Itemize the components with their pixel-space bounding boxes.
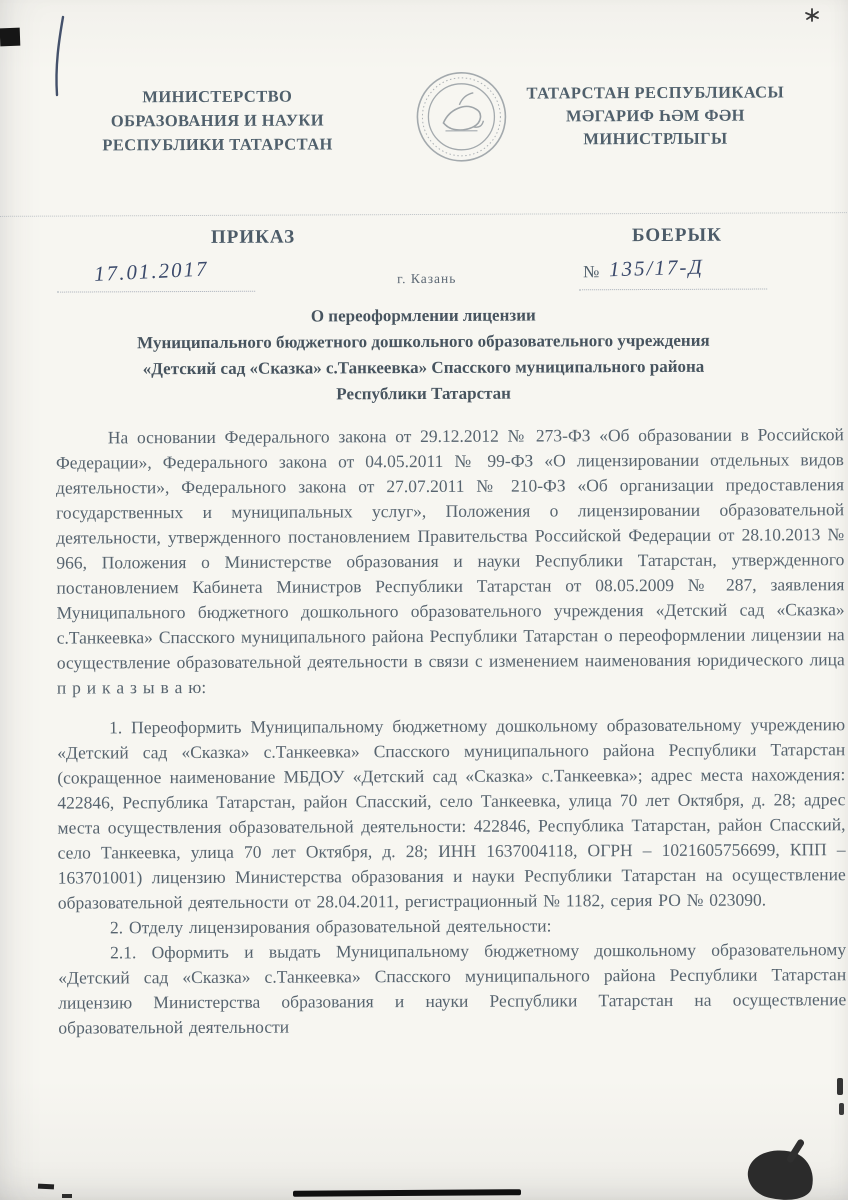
order-label-ru: ПРИКАЗ — [210, 226, 296, 248]
order-label-tt: БОЕРЫК — [631, 224, 722, 247]
order-number-handwritten: 135/17-Д — [608, 254, 705, 282]
order-title — [53, 301, 793, 408]
scan-artifact-left-tab — [0, 28, 20, 47]
ministry-seal-icon — [414, 70, 508, 164]
date-underline — [57, 291, 255, 293]
org-name-russian-line: РЕСПУБЛИКИ ТАТАРСТАН — [102, 134, 333, 155]
order-title-line: «Детский сад «Сказка» с.Танкеевка» Спасского муниципального района — [142, 356, 705, 379]
dotted-divider — [0, 212, 847, 217]
number-sign: № — [583, 262, 600, 282]
scan-artifact-bottom-mark — [62, 1194, 72, 1198]
org-name-tatar-line: ТАТАРСТАН РЕСПУБЛИКАСЫ — [526, 82, 785, 103]
number-underline — [579, 289, 767, 291]
order-title-line: Муниципального бюджетного дошкольного образовательного учреждения — [137, 330, 710, 353]
order-date-handwritten: 17.01.2017 — [93, 256, 210, 286]
scan-artifact-edge-dash — [837, 1078, 843, 1095]
scan-artifact-bottom-mark — [38, 1184, 54, 1190]
order-title-line: Республики Татарстан — [336, 383, 511, 404]
org-name-tatar-line: МИНИСТРЛЫГЫ — [583, 128, 728, 149]
preamble-paragraph: На основании Федерального закона от 29.12.2012 № 273-ФЗ «Об образовании в Российской Федерации», Федерального закона от 04.05.2011 № 99-ФЗ «О лицензировании отдельных видов деятельности», Федерального закона от 27.07.2011 № 210-ФЗ «Об организации предоставления государственных и муниципальных услуг», Положения о лицензировании образовательной деятельности, утвержденного постановлением Правительства Российской Федерации от 28.10.2013 № 966, Положения о Министерстве образования и науки Республики Татарстан, утвержденного постановлением Кабинета Министров Республики Татарстан от 08.05.2009 № 287, заявления Муниципального бюджетного дошкольного образовательного учреждения «Детский сад «Сказка» с.Танкеевка» Спасского муниципального района Республики Татарстан о переоформлении лицензии на осуществление образовательной деятельности в связи с изменением наименования юридического лица п р и к а з ы в а ю: — [55, 424, 845, 698]
org-name-tatar — [510, 80, 800, 150]
item-2-paragraph: 2. Отделу лицензирования образовательной деятельности: — [109, 915, 552, 938]
org-name-tatar-line: МӘГАРИФ ҺӘМ ФӘН — [565, 105, 745, 126]
item-1-paragraph: 1. Переоформить Муниципальному бюджетному дошкольному образовательному учреждению «Детский сад «Сказка» с.Танкеевка» Спасского муниципального района Республики Татарстан (сокращенное наименование МБДОУ «Детский сад «Сказка» с.Танкеевка»; адрес места нахождения: 422846, Республика Татарстан, район Спасский, село Танкеевка, улица 70 лет Октября, д. 28; адрес места осуществления образовательной деятельности: 422846, Республика Татарстан, район Спасский, село Танкеевка, улица 70 лет Октября, д. 28; ИНН 1637004118, ОГРН – 1021605756699, КПП – 163701001) лицензию Министерства образования и науки Республики Татарстан на осуществление образовательной деятельности от 28.04.2011, регистрационный № 1182, серия РО № 023090. — [57, 714, 846, 913]
org-name-russian-line: ОБРАЗОВАНИЯ И НАУКИ — [110, 110, 325, 131]
org-name-russian — [96, 84, 338, 157]
order-title-line: О переоформлении лицензии — [310, 305, 536, 326]
pen-stroke-mark — [44, 14, 74, 98]
scan-artifact-edge-dash — [839, 1103, 844, 1115]
order-city: г. Казань — [397, 270, 457, 287]
org-name-russian-line: МИНИСТЕРСТВО — [142, 86, 293, 107]
order-body — [56, 422, 847, 1040]
item-2-1-paragraph: 2.1. Оформить и выдать Муниципальному бюджетному дошкольному образовательному «Детский сад «Сказка» с.Танкеевка» Спасского муниципального района Республики Татарстан лицензию Министерства образования и науки Республики Татарстан на осуществление образовательной деятельности — [58, 939, 847, 1038]
scan-artifact-corner-mark — [802, 6, 822, 28]
